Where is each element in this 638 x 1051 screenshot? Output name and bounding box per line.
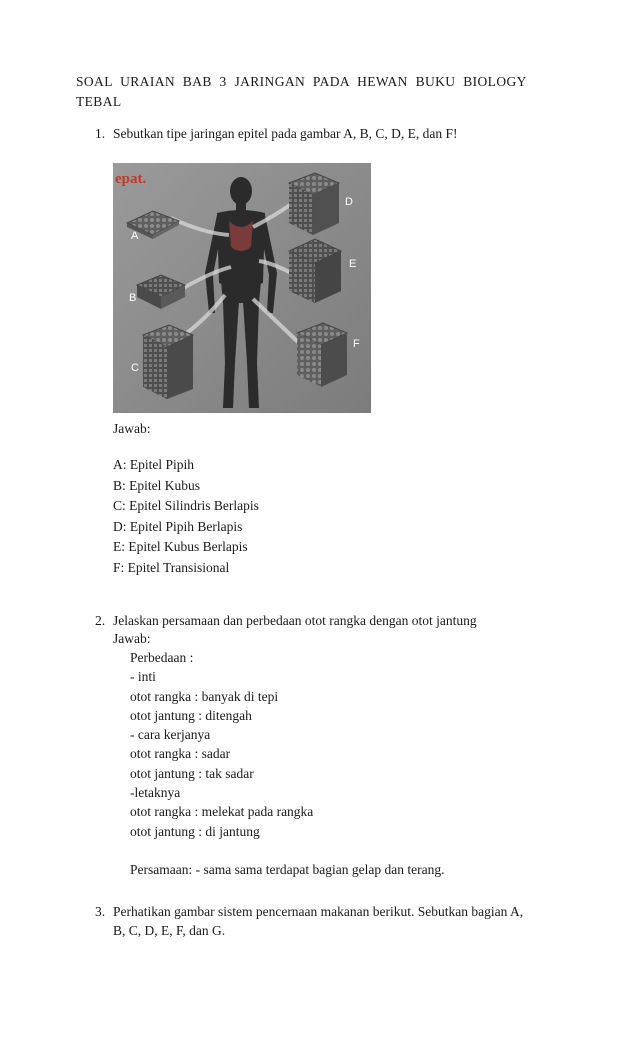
answer-d: D: Epitel Pipih Berlapis xyxy=(113,518,243,534)
answer-line: otot rangka : banyak di tepi xyxy=(130,688,279,704)
figure-label-d: D xyxy=(345,196,353,208)
question-2-text: Jelaskan persamaan dan perbedaan otot rangka dengan otot jantung xyxy=(113,613,477,628)
answer-line: otot rangka : sadar xyxy=(130,746,231,762)
question-1-answer-label: Jawab: xyxy=(113,421,151,436)
answer-line: - inti xyxy=(130,669,156,685)
figure-corner-text: epat. xyxy=(115,171,147,187)
answer-line: otot jantung : tak sadar xyxy=(130,765,254,781)
question-2-answer-label: Jawab: xyxy=(113,631,151,646)
sample-c xyxy=(143,325,193,399)
answer-line: otot jantung : di jantung xyxy=(130,823,260,839)
figure-label-f: F xyxy=(353,338,360,350)
title-line-2: TEBAL xyxy=(76,94,122,109)
figure-label-b: B xyxy=(129,292,137,304)
question-3-number: 3. xyxy=(95,904,106,919)
answer-f: F: Epitel Transisional xyxy=(113,559,230,575)
figure-label-c: C xyxy=(131,362,139,374)
figure-label-a: A xyxy=(131,230,139,242)
sample-f xyxy=(297,323,347,387)
question-1-text: Sebutkan tipe jaringan epitel pada gambar A, B, C, D, E, dan F! xyxy=(113,126,458,141)
answer-c: C: Epitel Silindris Berlapis xyxy=(113,498,259,513)
answer-line: Perbedaan : xyxy=(130,650,194,665)
question-3-line-1: Perhatikan gambar sistem pencernaan makanan berikut. Sebutkan bagian A, xyxy=(113,904,524,919)
answer-e: E: Epitel Kubus Berlapis xyxy=(113,539,248,554)
sample-e xyxy=(289,239,341,303)
question-1-answers xyxy=(113,455,259,578)
document-title xyxy=(76,72,566,112)
figure-label-e: E xyxy=(349,258,357,270)
question-2-similarity: Persamaan: - sama sama terdapat bagian gelap dan terang. xyxy=(130,862,445,877)
question-2-answer-lines xyxy=(130,648,313,841)
question-3-text xyxy=(113,902,568,940)
answer-line: - cara kerjanya xyxy=(130,727,211,743)
epithelium-illustration xyxy=(113,163,371,413)
answer-b: B: Epitel Kubus xyxy=(113,477,200,493)
title-line-1: SOAL URAIAN BAB 3 JARINGAN PADA HEWAN BUKU BIOLOGY xyxy=(76,74,527,89)
epithelium-figure xyxy=(113,163,371,413)
question-3-line-2: B, C, D, E, F, dan G. xyxy=(113,923,226,938)
answer-line: otot jantung : ditengah xyxy=(130,707,252,723)
answer-line: otot rangka : melekat pada rangka xyxy=(130,804,314,820)
answer-a: A: Epitel Pipih xyxy=(113,457,194,472)
sample-d xyxy=(289,173,339,235)
question-2-number: 2. xyxy=(95,613,106,628)
question-1-number: 1. xyxy=(95,126,106,141)
answer-line: -letaknya xyxy=(130,785,181,801)
